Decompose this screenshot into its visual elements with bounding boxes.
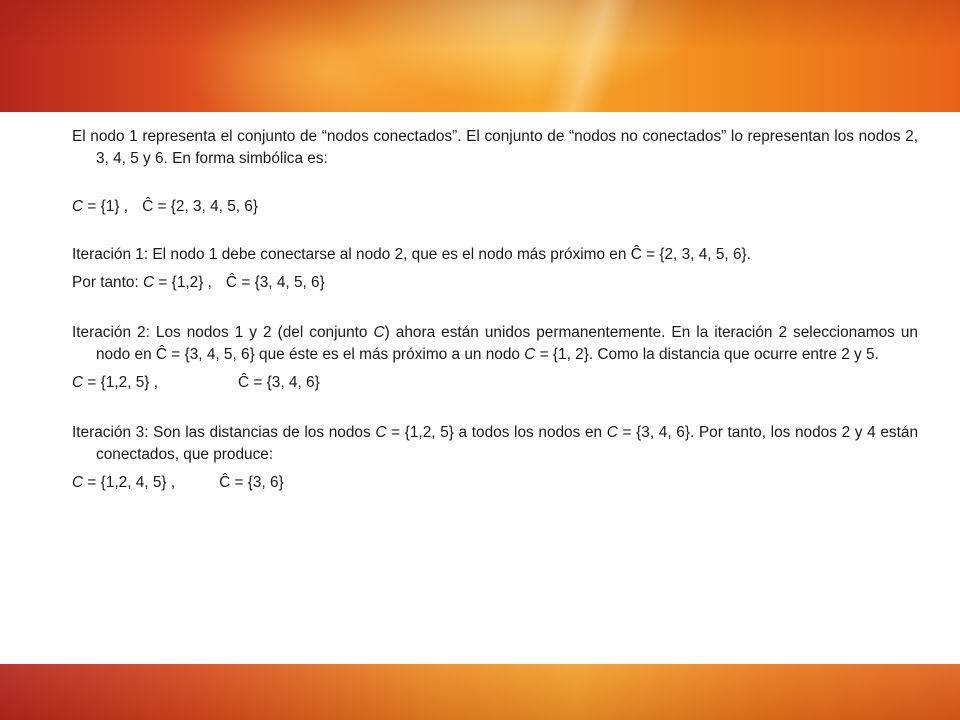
set-chat-value: Ĉ = {3, 6} [219,474,284,491]
set-c-value: = {1,2} , [154,274,212,291]
iteration-2-text-c: = {1, 2}. Como la distancia que ocurre entre 2 y 5. [535,346,879,363]
bottom-banner-shade [0,664,960,720]
set-chat-value: Ĉ = {3, 4, 6} [238,374,320,391]
slide-body [72,126,918,494]
set-c-value: = {1,2, 5} , [83,374,159,391]
iteration-3-sets [72,472,918,494]
set-c-symbol: C [72,374,84,391]
iteration-2-var: C [373,324,385,341]
iteration-3-text-a: Iteración 3: Son las distancias de los nodos [72,424,376,441]
top-banner [0,0,960,112]
iteration-1-sets [72,272,918,294]
iteration-3-text-c: = {3, 4, 6}. Por tanto, los nodos 2 y 4 están conectados, que produce: [96,424,918,463]
iteration-2-sets [72,372,918,394]
initial-sets [72,196,918,218]
iteration-1-description: Iteración 1: El nodo 1 debe conectarse al nodo 2, que es el nodo más próximo en Ĉ = {2, 3, 4, 5, 6}. [72,246,751,263]
iteration-2-text-a: Iteración 2: Los nodos 1 y 2 (del conjunto [72,324,374,341]
iteration-2-var2: C [524,346,536,363]
bottom-banner [0,664,960,720]
top-banner-shade [0,0,960,112]
set-c-value: = {1,2, 4, 5} , [83,474,176,491]
intro-paragraph [72,126,918,170]
intro-text: El nodo 1 representa el conjunto de “nodos conectados”. El conjunto de “nodos no conectados” lo representan los nodos 2, 3, 4, 5 y 6. En forma simbólica es: [72,128,918,167]
iteration-2-paragraph [72,322,918,366]
set-chat-value: Ĉ = {2, 3, 4, 5, 6} [142,198,259,215]
set-c-value: = {1} , [83,198,129,215]
iteration-3-var: C [375,424,387,441]
iteration-2-text-b: ) ahora están unidos permanentemente. En la iteración 2 seleccionamos un nodo en Ĉ = {3, 4, 5, 6} que éste es el más próximo a un nodo [96,324,918,363]
set-c-symbol: C [72,198,84,215]
set-c-symbol: C [143,274,155,291]
iteration-1-prefix: Por tanto: [72,274,144,291]
iteration-3-var2: C [606,424,618,441]
set-chat-value: Ĉ = {3, 4, 5, 6} [225,274,325,291]
set-c-symbol: C [72,474,84,491]
iteration-3-paragraph [72,422,918,466]
iteration-3-text-b: = {1,2, 5} a todos los nodos en [386,424,607,441]
iteration-1-text [72,244,918,266]
